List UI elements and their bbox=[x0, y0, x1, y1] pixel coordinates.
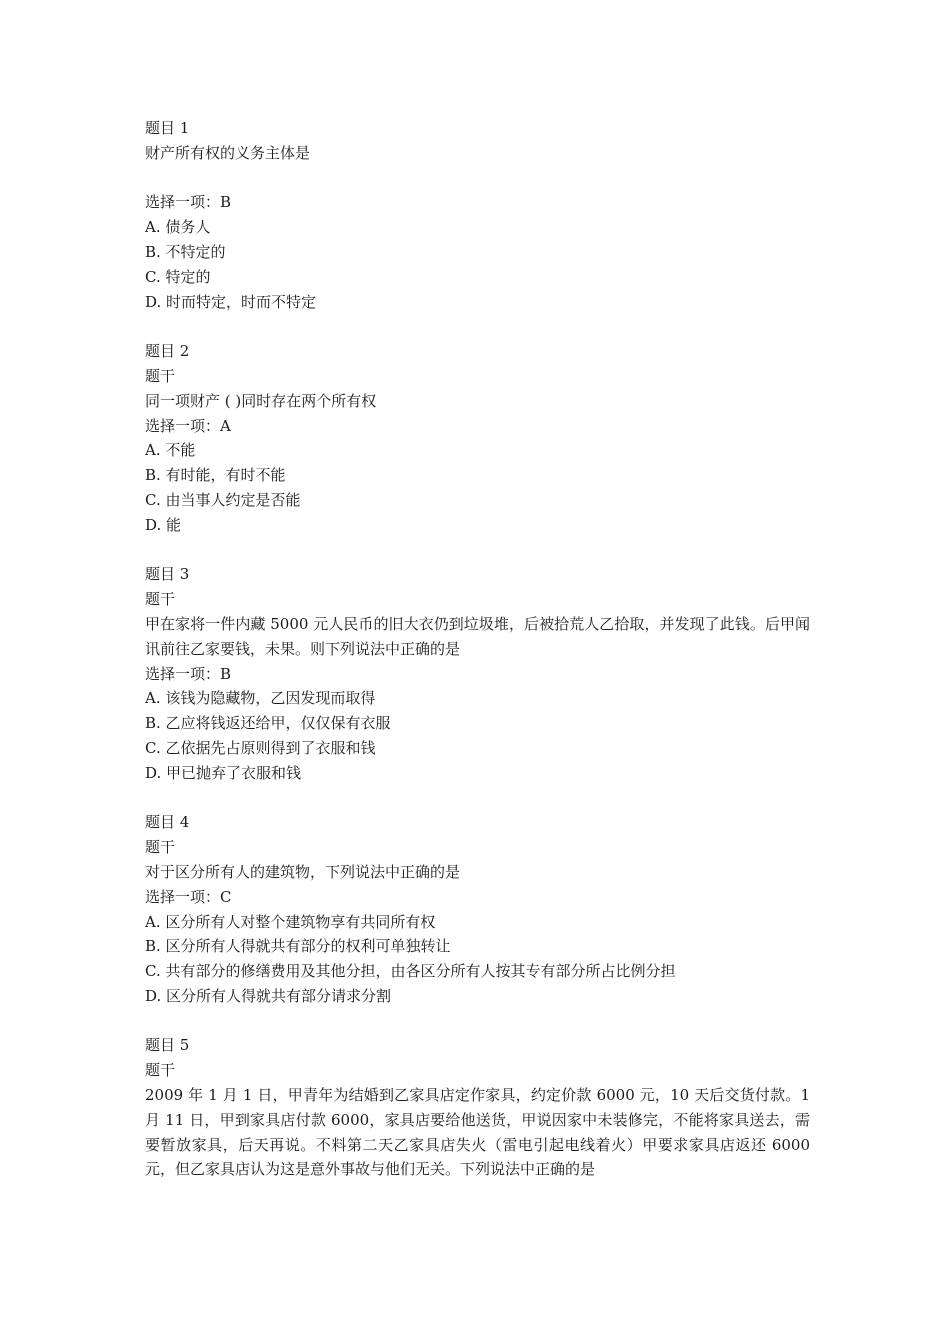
question-1 bbox=[145, 116, 810, 314]
option-c: C. 共有部分的修缮费用及其他分担，由各区分所有人按其专有部分所占比例分担 bbox=[145, 962, 676, 981]
question-stem: 甲在家将一件内藏 5000 元人民币的旧大衣仍到垃圾堆，后被拾荒人乙拾取，并发现了此钱。后甲闻讯前往乙家要钱，未果。则下列说法中正确的是 bbox=[145, 614, 810, 658]
option-c: C. 由当事人约定是否能 bbox=[145, 490, 301, 509]
question-title: 题目 4 bbox=[145, 813, 190, 832]
answer-line: 选择一项：A bbox=[145, 416, 231, 435]
answer-line: 选择一项：C bbox=[145, 887, 232, 906]
question-title: 题目 1 bbox=[145, 119, 190, 137]
option-b: B. 区分所有人得就共有部分的权利可单独转让 bbox=[145, 937, 451, 956]
document-page bbox=[145, 116, 810, 1182]
option-a: A. 区分所有人对整个建筑物享有共同所有权 bbox=[145, 912, 436, 931]
stem-label: 题干 bbox=[145, 838, 176, 857]
option-a: A. 不能 bbox=[145, 441, 196, 460]
spacer bbox=[145, 1009, 810, 1034]
option-a: A. 债务人 bbox=[145, 218, 211, 237]
option-d: D. 甲已抛弃了衣服和钱 bbox=[145, 763, 302, 782]
question-stem: 对于区分所有人的建筑物，下列说法中正确的是 bbox=[145, 862, 461, 881]
option-a: A. 该钱为隐藏物，乙因发现而取得 bbox=[145, 689, 376, 708]
question-3 bbox=[145, 562, 810, 785]
option-b: B. 乙应将钱返还给甲，仅仅保有衣服 bbox=[145, 714, 391, 733]
question-title: 题目 2 bbox=[145, 342, 190, 361]
question-title: 题目 3 bbox=[145, 565, 190, 584]
stem-label: 题干 bbox=[145, 1061, 176, 1080]
option-b: B. 有时能，有时不能 bbox=[145, 466, 286, 485]
stem-label: 题干 bbox=[145, 590, 176, 609]
spacer bbox=[145, 538, 810, 563]
question-5 bbox=[145, 1033, 810, 1182]
spacer bbox=[145, 786, 810, 811]
option-d: D. 时而特定，时而不特定 bbox=[145, 292, 317, 311]
option-b: B. 不特定的 bbox=[145, 242, 226, 261]
answer-line: 选择一项：B bbox=[145, 664, 232, 683]
question-stem: 财产所有权的义务主体是 bbox=[145, 143, 311, 162]
option-c: C. 乙依据先占原则得到了衣服和钱 bbox=[145, 738, 376, 757]
option-d: D. 能 bbox=[145, 515, 182, 534]
question-stem: 同一项财产 ( )同时存在两个所有权 bbox=[145, 391, 377, 410]
stem-label: 题干 bbox=[145, 366, 176, 385]
question-4 bbox=[145, 810, 810, 1008]
option-c: C. 特定的 bbox=[145, 267, 211, 286]
option-d: D. 区分所有人得就共有部分请求分割 bbox=[145, 986, 392, 1005]
question-stem: 2009 年 1 月 1 日，甲青年为结婚到乙家具店定作家具，约定价款 6000 元，10 天后交货付款。1 月 11 日，甲到家具店付款 6000，家具店要给他送货，甲说因家中未装修完，不能将家具送去，需要暂放家具，后天再说。不料第二天乙家具店失火（雷电引起电线着火）甲要求家具店返还 6000 元，但乙家具店认为这是意外事故与他们无关。下列说法中正确的是 bbox=[145, 1086, 810, 1179]
answer-line: 选择一项：B bbox=[145, 193, 232, 212]
question-title: 题目 5 bbox=[145, 1036, 190, 1055]
spacer bbox=[145, 166, 810, 191]
question-2 bbox=[145, 339, 810, 537]
spacer bbox=[145, 314, 810, 339]
